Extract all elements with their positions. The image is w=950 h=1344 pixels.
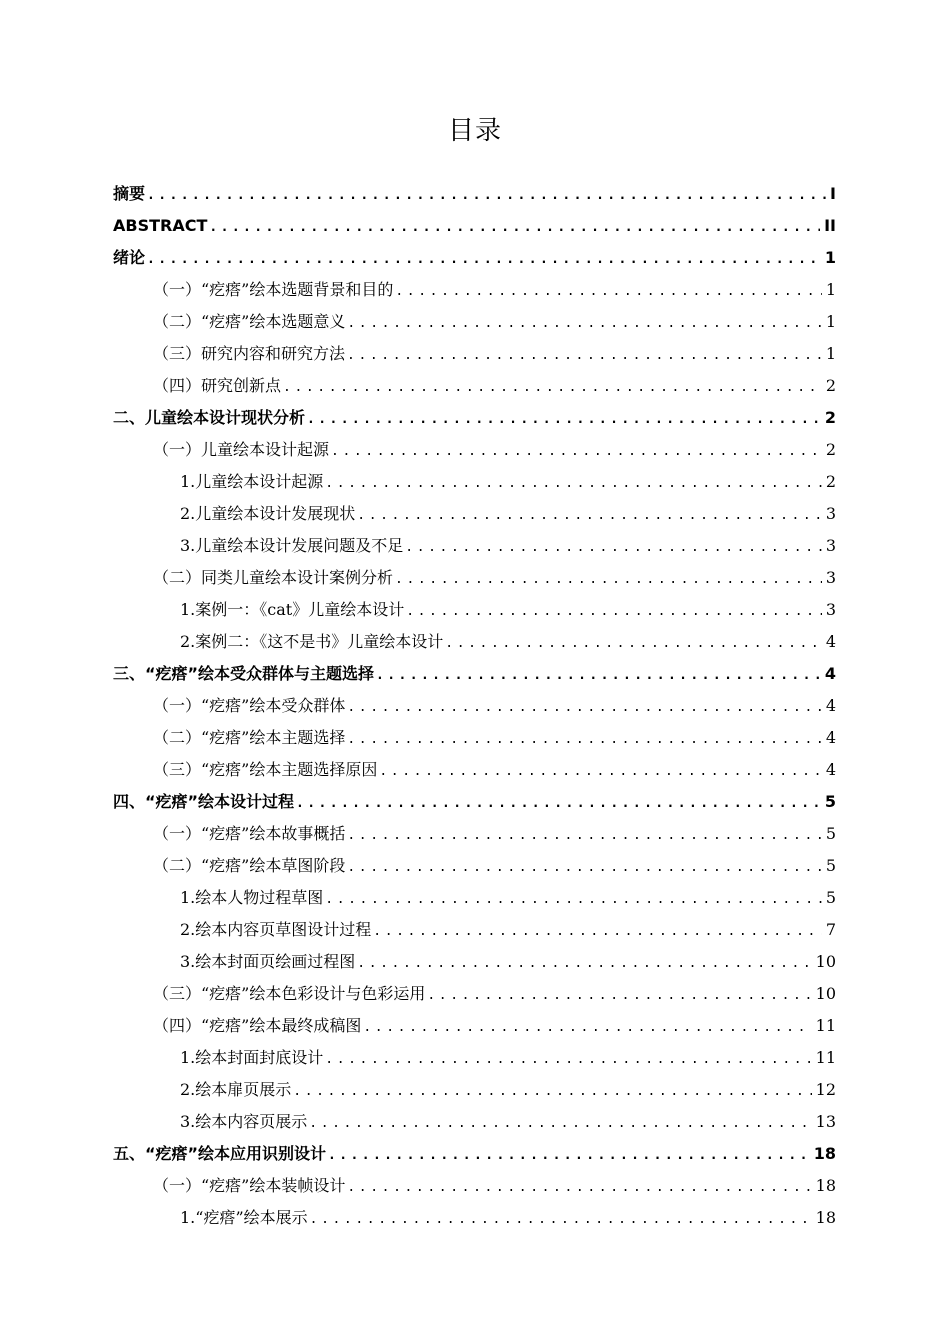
toc-dot-leader — [395, 564, 822, 594]
toc-entry-label: 2.绘本扉页展示 — [180, 1080, 292, 1099]
toc-entry-label: 1.绘本人物过程草图 — [180, 888, 324, 907]
toc-entry[interactable] — [113, 306, 836, 338]
toc-entry[interactable] — [113, 562, 836, 594]
toc-entry-page-number: I — [830, 184, 836, 203]
toc-entry[interactable] — [113, 402, 836, 434]
toc-entry-page-number: 18 — [815, 1176, 836, 1195]
toc-dot-leader — [395, 276, 821, 306]
toc-entry-label: 1.绘本封面封底设计 — [180, 1048, 324, 1067]
toc-entry-label: 1.案例一：《cat》儿童绘本设计 — [180, 600, 405, 619]
toc-entry[interactable] — [113, 786, 836, 818]
toc-entry[interactable] — [113, 466, 836, 498]
toc-entry[interactable] — [113, 242, 836, 274]
toc-entry-label: （二）“疙瘩”绘本主题选择 — [153, 728, 346, 747]
toc-entry[interactable] — [113, 626, 836, 658]
toc-entry[interactable] — [113, 178, 836, 210]
toc-entry[interactable] — [113, 914, 836, 946]
toc-entry[interactable] — [113, 946, 836, 978]
toc-entry-label: （二）“疙瘩”绘本选题意义 — [153, 312, 346, 331]
toc-entry-page-number: 1 — [825, 344, 836, 363]
toc-entry-page-number: 3 — [825, 536, 836, 555]
toc-dot-leader — [325, 1044, 811, 1074]
toc-entry-label: 三、“疙瘩”绘本受众群体与主题选择 — [113, 664, 375, 683]
toc-dot-leader — [373, 916, 822, 946]
toc-dot-leader — [347, 340, 822, 370]
toc-entry[interactable] — [113, 882, 836, 914]
toc-dot-leader — [310, 1204, 812, 1234]
toc-dot-leader — [347, 852, 821, 882]
toc-entry-label: 五、“疙瘩”绘本应用识别设计 — [113, 1144, 327, 1163]
toc-entry-page-number: 4 — [824, 664, 836, 683]
toc-dot-leader — [328, 1140, 810, 1170]
toc-dot-leader — [347, 724, 821, 754]
toc-entry[interactable] — [113, 1202, 836, 1234]
toc-entry-page-number: 1 — [824, 248, 836, 267]
toc-entry-label: （一）“疙瘩”绘本装帧设计 — [153, 1176, 346, 1195]
table-of-contents — [113, 178, 836, 1234]
toc-entry[interactable] — [113, 370, 836, 402]
toc-dot-leader — [357, 948, 811, 978]
toc-entry-page-number: 12 — [815, 1080, 836, 1099]
toc-dot-leader — [325, 468, 822, 498]
toc-dot-leader — [357, 500, 822, 530]
toc-entry-label: 摘要 — [113, 184, 146, 203]
toc-entry-label: 1.“疙瘩”绘本展示 — [180, 1208, 308, 1227]
toc-dot-leader — [406, 596, 822, 626]
toc-entry-page-number: 5 — [825, 824, 836, 843]
toc-entry-label: ABSTRACT — [113, 216, 208, 235]
toc-entry-label: （三）“疙瘩”绘本色彩设计与色彩运用 — [153, 984, 426, 1003]
toc-dot-leader — [427, 980, 811, 1010]
toc-entry-page-number: 2 — [825, 376, 836, 395]
toc-entry-page-number: 5 — [825, 888, 836, 907]
toc-entry[interactable] — [113, 338, 836, 370]
toc-entry-label: 2.案例二：《这不是书》儿童绘本设计 — [180, 632, 444, 651]
toc-dot-leader — [147, 244, 821, 274]
toc-entry-label: 1.儿童绘本设计起源 — [180, 472, 324, 491]
toc-entry-label: 3.绘本内容页展示 — [180, 1112, 308, 1131]
toc-dot-leader — [347, 1172, 811, 1202]
toc-entry-page-number: 1 — [825, 280, 836, 299]
toc-entry-label: 绪论 — [113, 248, 146, 267]
toc-entry-label: 3.绘本封面页绘画过程图 — [180, 952, 356, 971]
toc-entry[interactable] — [113, 658, 836, 690]
toc-dot-leader — [296, 788, 821, 818]
toc-entry[interactable] — [113, 818, 836, 850]
toc-entry[interactable] — [113, 1138, 836, 1170]
toc-entry-page-number: 10 — [815, 952, 836, 971]
toc-dot-leader — [376, 660, 821, 690]
toc-entry-label: 2.儿童绘本设计发展现状 — [180, 504, 356, 523]
toc-entry-page-number: 2 — [825, 440, 836, 459]
toc-dot-leader — [445, 628, 822, 658]
page-title: 目录 — [447, 116, 502, 146]
toc-dot-leader — [379, 756, 821, 786]
toc-entry-label: （二）“疙瘩”绘本草图阶段 — [153, 856, 346, 875]
toc-entry-label: 四、“疙瘩”绘本设计过程 — [113, 792, 295, 811]
toc-entry-page-number: 3 — [825, 600, 836, 619]
toc-dot-leader — [347, 692, 821, 722]
toc-dot-leader — [309, 1108, 811, 1138]
toc-dot-leader — [147, 180, 826, 210]
toc-entry[interactable] — [113, 594, 836, 626]
toc-entry-label: （三）研究内容和研究方法 — [153, 344, 346, 363]
toc-entry-label: （一）“疙瘩”绘本受众群体 — [153, 696, 346, 715]
toc-entry-page-number: 7 — [825, 920, 836, 939]
toc-entry-page-number: 3 — [825, 504, 836, 523]
toc-entry-label: （三）“疙瘩”绘本主题选择原因 — [153, 760, 378, 779]
toc-entry-page-number: II — [824, 216, 836, 235]
toc-entry-page-number: 5 — [824, 792, 836, 811]
toc-entry-page-number: 2 — [825, 472, 836, 491]
toc-entry-page-number: 10 — [815, 984, 836, 1003]
toc-entry[interactable] — [113, 722, 836, 754]
toc-entry-page-number: 18 — [815, 1208, 836, 1227]
toc-dot-leader — [209, 212, 820, 242]
toc-entry-label: （二）同类儿童绘本设计案例分析 — [153, 568, 394, 587]
toc-entry-page-number: 11 — [815, 1048, 836, 1067]
toc-entry-page-number: 13 — [815, 1112, 836, 1131]
toc-entry-page-number: 3 — [825, 568, 836, 587]
toc-entry-page-number: 11 — [815, 1016, 836, 1035]
toc-entry-label: 3.儿童绘本设计发展问题及不足 — [180, 536, 404, 555]
toc-dot-leader — [293, 1076, 811, 1106]
toc-entry-page-number: 4 — [825, 760, 836, 779]
toc-entry[interactable] — [113, 754, 836, 786]
toc-dot-leader — [331, 436, 822, 466]
toc-dot-leader — [347, 308, 821, 338]
toc-entry-page-number: 4 — [825, 728, 836, 747]
toc-entry[interactable] — [113, 210, 836, 242]
toc-dot-leader — [363, 1012, 811, 1042]
toc-entry-page-number: 1 — [825, 312, 836, 331]
toc-entry-label: 2.绘本内容页草图设计过程 — [180, 920, 372, 939]
toc-entry[interactable] — [113, 850, 836, 882]
toc-entry[interactable] — [113, 978, 836, 1010]
toc-entry-page-number: 5 — [825, 856, 836, 875]
toc-entry[interactable] — [113, 530, 836, 562]
toc-entry-page-number: 2 — [824, 408, 836, 427]
toc-entry[interactable] — [113, 690, 836, 722]
toc-dot-leader — [405, 532, 822, 562]
toc-entry[interactable] — [113, 498, 836, 530]
toc-entry[interactable] — [113, 1170, 836, 1202]
toc-entry[interactable] — [113, 434, 836, 466]
toc-dot-leader — [347, 820, 821, 850]
toc-dot-leader — [325, 884, 822, 914]
toc-entry-label: （一）“疙瘩”绘本故事概括 — [153, 824, 346, 843]
toc-entry[interactable] — [113, 274, 836, 306]
toc-entry[interactable] — [113, 1042, 836, 1074]
toc-entry-page-number: 4 — [825, 632, 836, 651]
toc-entry-label: （四）研究创新点 — [153, 376, 282, 395]
toc-entry-label: （一）“疙瘩”绘本选题背景和目的 — [153, 280, 394, 299]
toc-entry-label: （四）“疙瘩”绘本最终成稿图 — [153, 1016, 362, 1035]
toc-entry[interactable] — [113, 1010, 836, 1042]
toc-entry-label: 二、儿童绘本设计现状分析 — [113, 408, 306, 427]
toc-entry-page-number: 4 — [825, 696, 836, 715]
toc-dot-leader — [307, 404, 821, 434]
toc-dot-leader — [283, 372, 822, 402]
toc-entry-page-number: 18 — [813, 1144, 836, 1163]
toc-entry-label: （一）儿童绘本设计起源 — [153, 440, 330, 459]
toc-entry[interactable] — [113, 1074, 836, 1106]
toc-entry[interactable] — [113, 1106, 836, 1138]
